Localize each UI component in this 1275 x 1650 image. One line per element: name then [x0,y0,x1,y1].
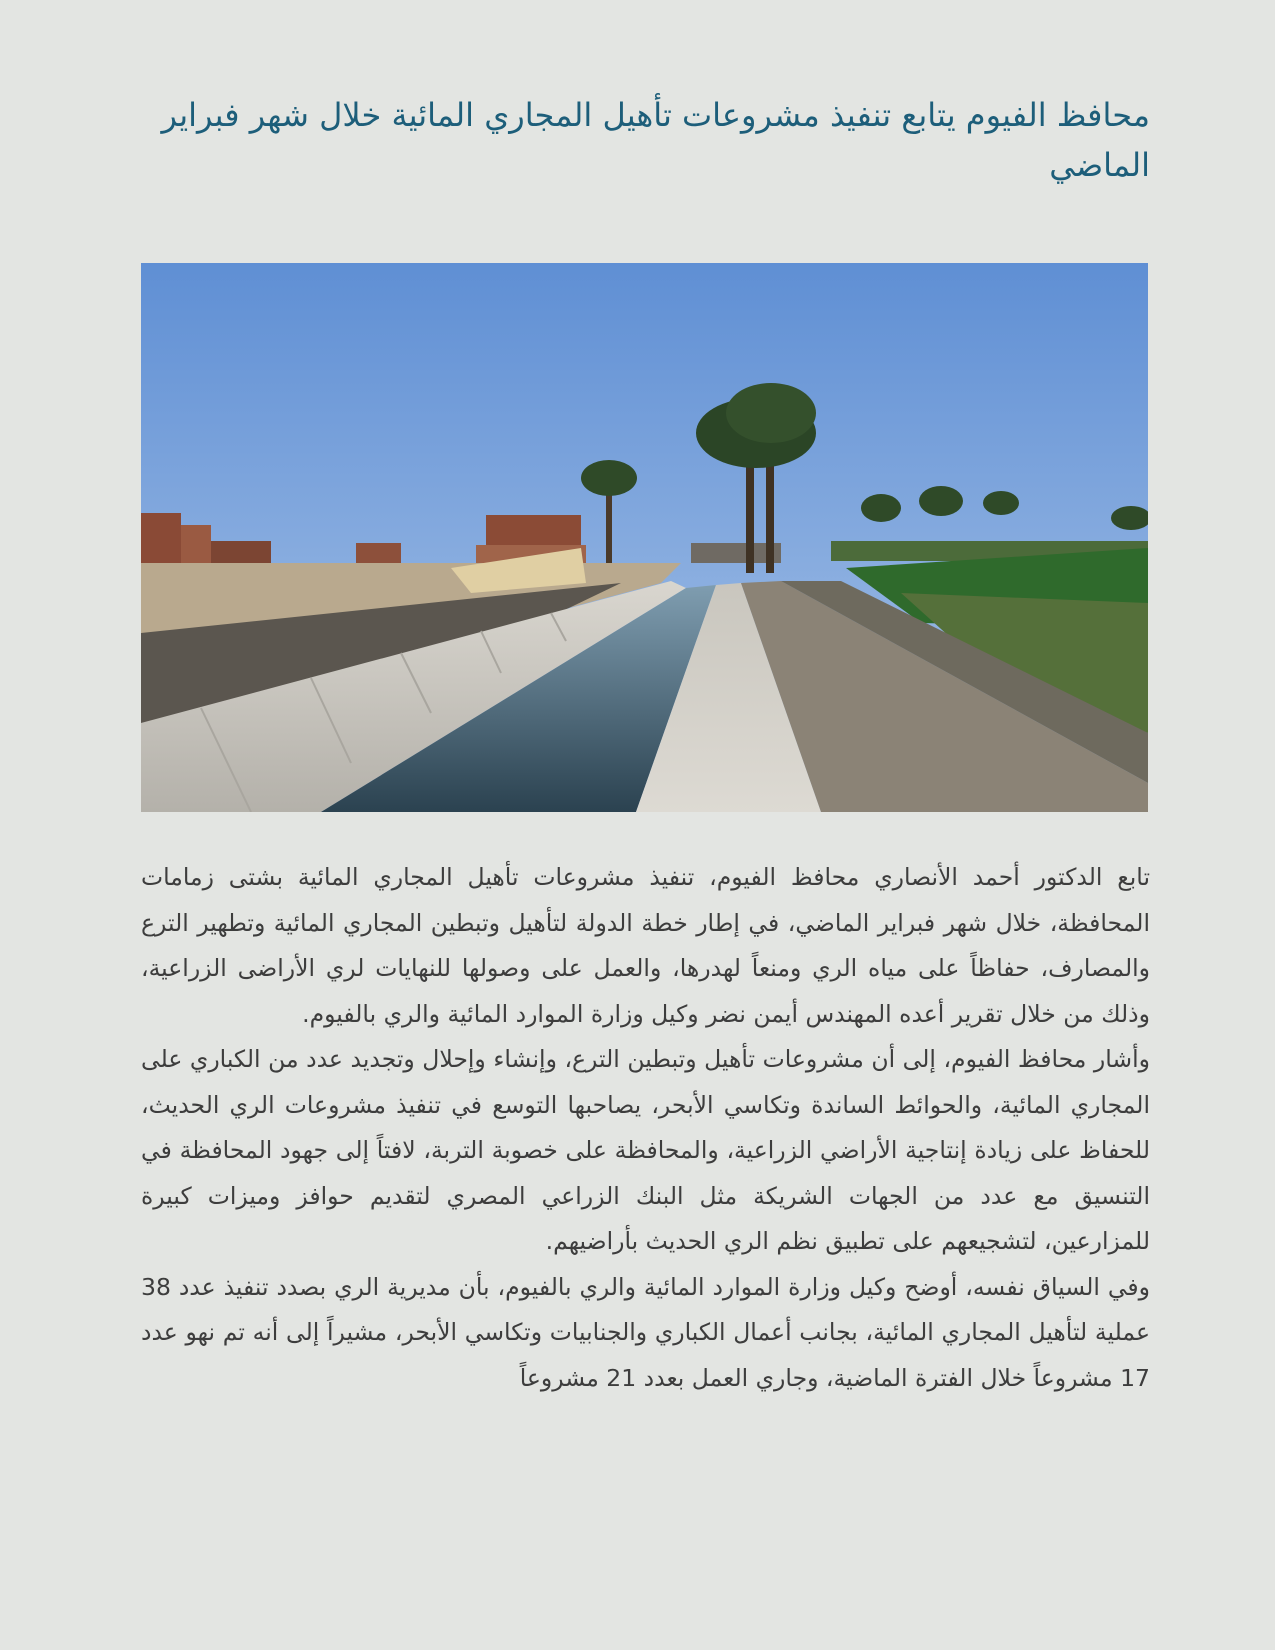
article-header [141,90,1150,190]
article-paragraph-2: وأشار محافظ الفيوم، إلى أن مشروعات تأهيل وتبطين الترع، وإنشاء وإحلال وتجديد عدد من الكباري على المجاري المائية، والحوائط الساندة وتكاسي الأبحر، يصاحبها التوسع في تنفيذ مشروعات الري الحديث، للحفاظ على زيادة إنتاجية الأراضي الزراعية، والمحافظة على خصوبة التربة، لافتاً إلى جهود المحافظة في التنسيق مع عدد من الجهات الشريكة مثل البنك الزراعي المصري لتقديم حوافز وميزات كبيرة للمزارعين، لتشجيعهم على تطبيق نظم الري الحديث بأراضيهم. [141,1045,1150,1255]
article-body [141,855,1150,1401]
article-paragraph-3: وفي السياق نفسه، أوضح وكيل وزارة الموارد المائية والري بالفيوم، بأن مديرية الري بصدد تنفيذ عدد 38 عملية لتأهيل المجاري المائية، بجانب أعمال الكباري والجنابيات وتكاسي الأبحر، مشيراً إلى أنه تم نهو عدد 17 مشروعاً خلال الفترة الماضية، وجاري العمل بعدد 21 مشروعاً [141,1272,1150,1392]
lined-canal-photo [141,263,1148,812]
article-paragraph-1: تابع الدكتور أحمد الأنصاري محافظ الفيوم، تنفيذ مشروعات تأهيل المجاري المائية بشتى زمامات المحافظة، خلال شهر فبراير الماضي، في إطار خطة الدولة لتأهيل وتبطين المجاري المائية وتطهير الترع والمصارف، حفاظاً على مياه الري ومنعاً لهدرها، والعمل على وصولها للنهايات لري الأراضى الزراعية، وذلك من خلال تقرير أعده المهندس أيمن نضر وكيل وزارة الموارد المائية والري بالفيوم. [141,863,1150,1028]
article-title: محافظ الفيوم يتابع تنفيذ مشروعات تأهيل المجاري المائية خلال شهر فبراير الماضي [161,96,1150,184]
article-photo [141,263,1148,812]
